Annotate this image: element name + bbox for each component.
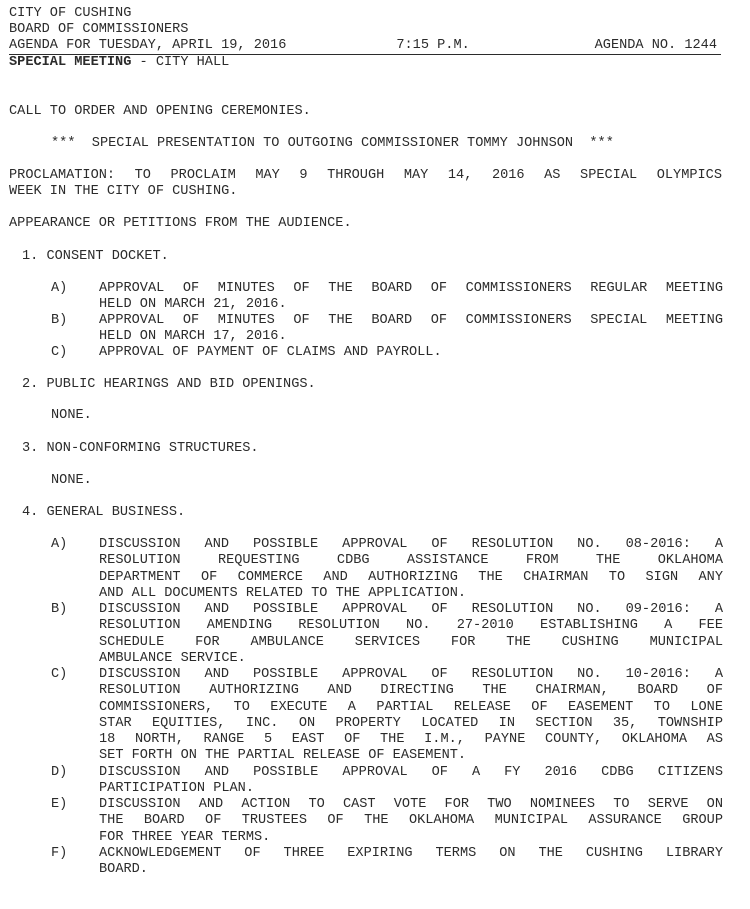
special-presentation: *** SPECIAL PRESENTATION TO OUTGOING COMMISSIONER TOMMY JOHNSON *** — [51, 136, 614, 151]
section-non-conforming-title: 3. NON-CONFORMING STRUCTURES. — [22, 441, 259, 456]
call-to-order: CALL TO ORDER AND OPENING CEREMONIES. — [9, 104, 311, 119]
item-label: B) — [51, 313, 68, 328]
item-line: DISCUSSION AND POSSIBLE APPROVAL OF A FY 2016 CDBG CITIZENS — [99, 765, 723, 780]
item-line: 18 NORTH, RANGE 5 EAST OF THE I.M., PAYNE COUNTY, OKLAHOMA AS — [99, 732, 723, 748]
agenda-item-text — [99, 765, 723, 798]
item-line: THE BOARD OF TRUSTEES OF THE OKLAHOMA MUNICIPAL ASSURANCE GROUP — [99, 813, 723, 829]
section-public-hearings-none: NONE. — [51, 408, 92, 423]
meeting-place: - CITY HALL — [131, 55, 230, 70]
item-line: AND ALL DOCUMENTS RELATED TO THE APPLICATION. — [99, 585, 467, 601]
item-line: DEPARTMENT OF COMMERCE AND AUTHORIZING THE CHAIRMAN TO SIGN ANY — [99, 569, 723, 585]
agenda-item-text — [99, 602, 723, 667]
item-line: DISCUSSION AND POSSIBLE APPROVAL OF RESOLUTION NO. 10-2016: A — [99, 667, 723, 682]
item-label: E) — [51, 797, 68, 812]
item-label: A) — [51, 281, 68, 296]
item-label: C) — [51, 667, 68, 682]
agenda-item-text — [99, 345, 723, 361]
agenda-item-text — [99, 537, 723, 602]
item-line: DISCUSSION AND POSSIBLE APPROVAL OF RESOLUTION NO. 08-2016: A — [99, 537, 723, 552]
section-general-business-title: 4. GENERAL BUSINESS. — [22, 505, 186, 520]
meeting-type-line — [9, 55, 721, 71]
item-label: D) — [51, 765, 68, 780]
item-line: HELD ON MARCH 21, 2016. — [99, 297, 287, 313]
proclamation-line-2: WEEK IN THE CITY OF CUSHING. — [9, 184, 238, 199]
item-line: DISCUSSION AND ACTION TO CAST VOTE FOR TWO NOMINEES TO SERVE ON — [99, 797, 723, 812]
item-line: COMMISSIONERS, TO EXECUTE A PARTIAL RELEASE OF EASEMENT TO LONE — [99, 699, 723, 715]
item-line: SET FORTH ON THE PARTIAL RELEASE OF EASEMENT. — [99, 748, 467, 764]
item-line: DISCUSSION AND POSSIBLE APPROVAL OF RESOLUTION NO. 09-2016: A — [99, 602, 723, 617]
proclamation-line-1: PROCLAMATION: TO PROCLAIM MAY 9 THROUGH MAY 14, 2016 AS SPECIAL OLYMPICS — [9, 168, 722, 183]
agenda-date: AGENDA FOR TUESDAY, APRIL 19, 2016 — [9, 38, 287, 53]
city-name: CITY OF CUSHING — [9, 6, 132, 21]
item-line: ACKNOWLEDGEMENT OF THREE EXPIRING TERMS ON THE CUSHING LIBRARY — [99, 846, 723, 861]
appearance-petitions: APPEARANCE OR PETITIONS FROM THE AUDIENCE. — [9, 216, 352, 231]
item-label: A) — [51, 537, 68, 552]
item-line: PARTICIPATION PLAN. — [99, 781, 254, 797]
item-line: APPROVAL OF PAYMENT OF CLAIMS AND PAYROLL. — [99, 345, 442, 360]
agenda-header — [9, 6, 721, 71]
item-line: BOARD. — [99, 862, 148, 878]
item-line: APPROVAL OF MINUTES OF THE BOARD OF COMMISSIONERS REGULAR MEETING — [99, 281, 723, 296]
meeting-type: SPECIAL MEETING — [9, 55, 132, 70]
item-label: C) — [51, 345, 68, 360]
agenda-item-text — [99, 846, 723, 879]
item-line: RESOLUTION AUTHORIZING AND DIRECTING THE CHAIRMAN, BOARD OF — [99, 683, 723, 699]
item-line: FOR THREE YEAR TERMS. — [99, 829, 271, 845]
section-consent-docket-title: 1. CONSENT DOCKET. — [22, 249, 169, 264]
item-label: F) — [51, 846, 68, 861]
agenda-number: AGENDA NO. 1244 — [594, 38, 717, 53]
item-line: RESOLUTION AMENDING RESOLUTION NO. 27-2010 ESTABLISHING A FEE — [99, 618, 723, 634]
section-public-hearings-title: 2. PUBLIC HEARINGS AND BID OPENINGS. — [22, 377, 316, 392]
agenda-date-line — [9, 38, 721, 55]
agenda-item-text — [99, 667, 723, 765]
agenda-item-text — [99, 313, 723, 346]
item-line: RESOLUTION REQUESTING CDBG ASSISTANCE FROM THE OKLAHOMA — [99, 553, 723, 569]
item-label: B) — [51, 602, 68, 617]
meeting-time: 7:15 P.M. — [396, 38, 470, 53]
item-line: STAR EQUITIES, INC. ON PROPERTY LOCATED IN SECTION 35, TOWNSHIP — [99, 715, 723, 731]
agenda-item-text — [99, 281, 723, 314]
agenda-item-text — [99, 797, 723, 846]
item-line: HELD ON MARCH 17, 2016. — [99, 329, 287, 345]
item-line: AMBULANCE SERVICE. — [99, 650, 246, 666]
board-name: BOARD OF COMMISSIONERS — [9, 22, 189, 37]
item-line: APPROVAL OF MINUTES OF THE BOARD OF COMMISSIONERS SPECIAL MEETING — [99, 313, 723, 328]
section-non-conforming-none: NONE. — [51, 473, 92, 488]
item-line: SCHEDULE FOR AMBULANCE SERVICES FOR THE CUSHING MUNICIPAL — [99, 634, 723, 650]
